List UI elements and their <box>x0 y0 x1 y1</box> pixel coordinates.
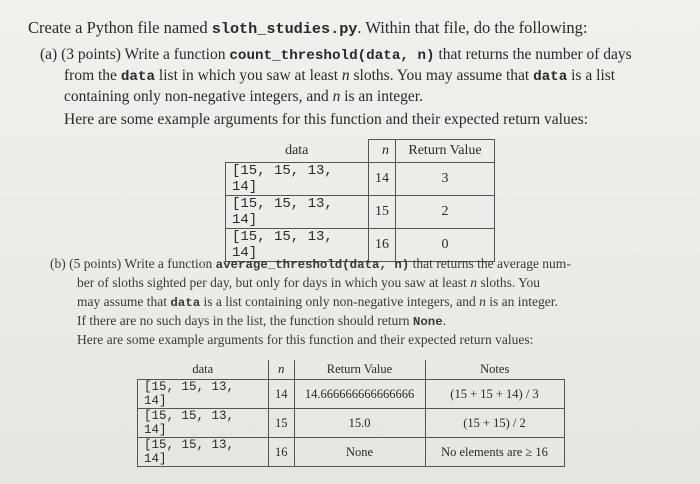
header-n: n <box>269 360 295 380</box>
table-a <box>225 139 495 262</box>
part-b-line-2: ber of sloths sighted per day, but only for days in which you saw at least n sloths. You <box>77 275 540 290</box>
table-row: [15, 15, 13, 14] 16 0 <box>226 229 495 262</box>
table-a-header <box>226 140 495 163</box>
header-data: data <box>138 360 269 380</box>
header-notes: Notes <box>425 360 564 380</box>
part-b-line-3: may assume that data is a list containing only non-negative integers, and n is an integer. <box>77 294 558 310</box>
header-n: n <box>369 140 396 163</box>
table-row: [15, 15, 13, 14] 15 15.0 (15 + 15) / 2 <box>138 409 565 438</box>
part-b-line-1: (b) (5 points) Write a function average_threshold(data, n) that returns the average num- <box>50 256 571 272</box>
part-a-line-3: containing only non-negative integers, and n is an integer. <box>64 88 423 105</box>
part-b-line-4: If there are no such days in the list, the function should return None. <box>77 313 447 329</box>
table-row: [15, 15, 13, 14] 14 14.666666666666666 (15 + 15 + 14) / 3 <box>138 380 565 409</box>
part-b-line-5: Here are some example arguments for this function and their expected return values: <box>77 332 534 347</box>
function-signature-a: count_threshold(data, n) <box>229 48 435 64</box>
table-row: [15, 15, 13, 14] 16 None No elements are ≥ 16 <box>138 438 565 467</box>
function-signature-b: average_threshold(data, n) <box>215 258 410 272</box>
intro-line: Create a Python file named sloth_studies.py. Within that file, do the following: <box>28 18 588 38</box>
part-a-line-4: Here are some example arguments for this function and their expected return values: <box>64 111 588 128</box>
header-data: data <box>226 140 369 163</box>
table-b <box>137 360 565 467</box>
filename: sloth_studies.py <box>211 20 358 38</box>
header-return-value: Return Value <box>396 140 495 163</box>
table-row: [15, 15, 13, 14] 15 2 <box>226 196 495 229</box>
part-a-line-2: from the data list in which you saw at least n sloths. You may assume that data is a list <box>64 67 616 85</box>
table-b-header <box>138 360 565 380</box>
table-row: [15, 15, 13, 14] 14 3 <box>226 163 495 196</box>
part-a-line-1: (a) (3 points) Write a function count_threshold(data, n) that returns the number of days <box>40 46 632 64</box>
header-return-value: Return Value <box>294 360 425 380</box>
